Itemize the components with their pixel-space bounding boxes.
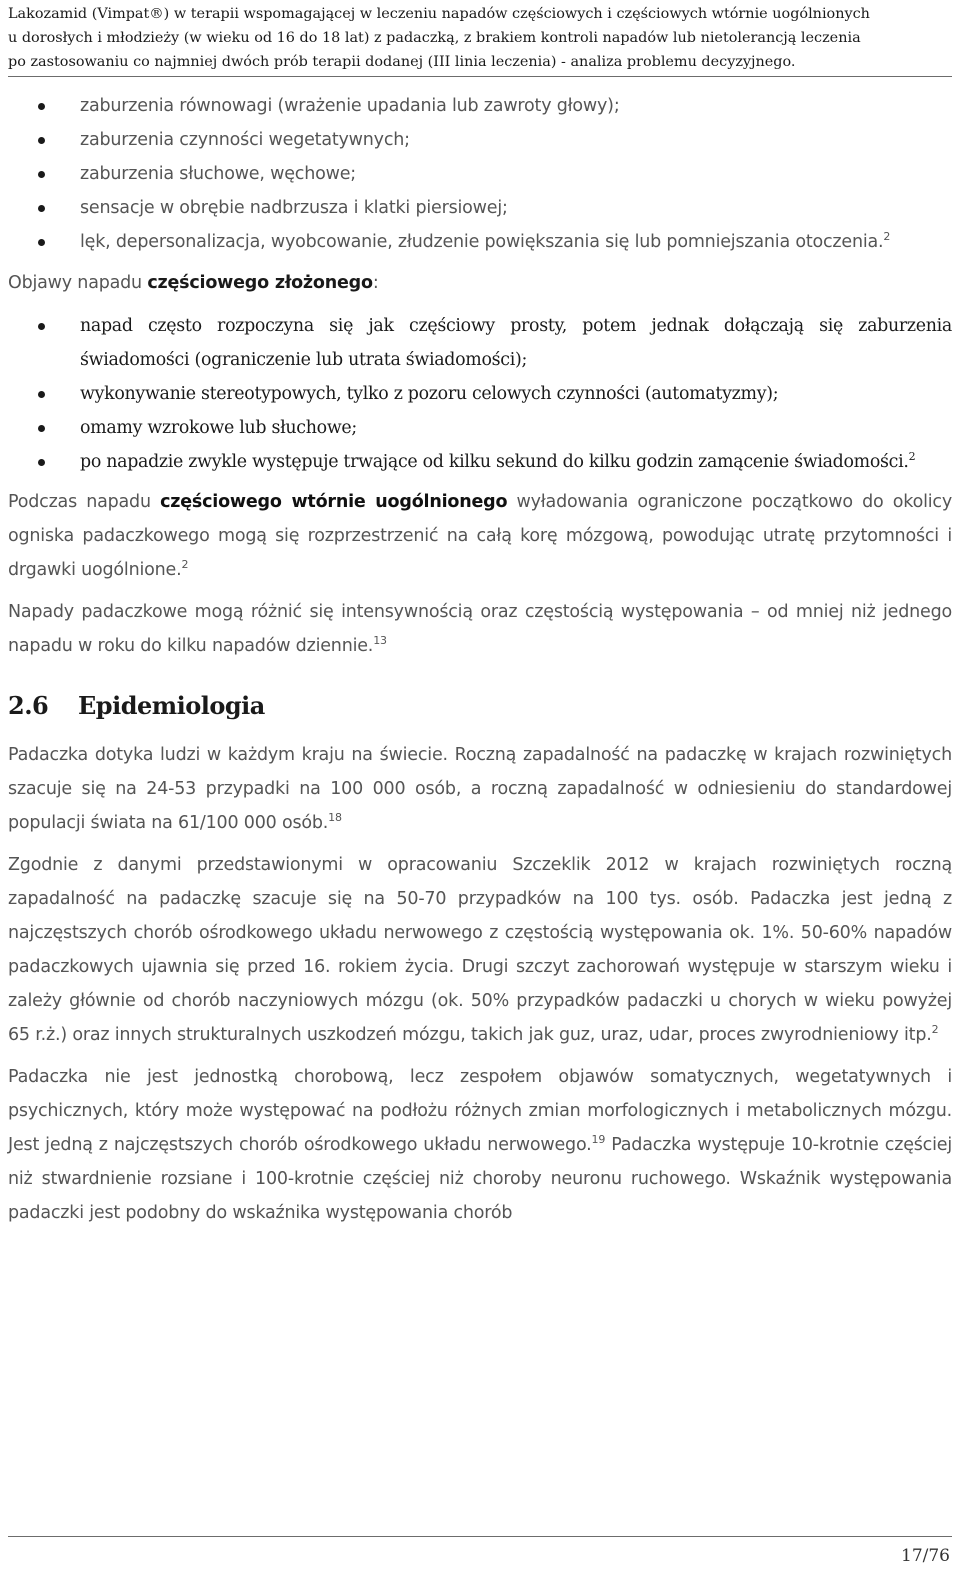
list-item-text: sensacje w obrębie nadbrzusza i klatki piersiowej; [80, 198, 508, 218]
list-item [8, 377, 952, 411]
reference-number: 13 [373, 634, 387, 647]
bullet-icon [38, 137, 45, 144]
section-title: Epidemiologia [78, 691, 265, 720]
reference-number: 19 [591, 1133, 606, 1146]
bullet-icon [38, 391, 45, 398]
header-line-1: Lakozamid (Vimpat®) w terapii wspomagającej w leczeniu napadów częściowych i częściowych wtórnie uogólnionych [8, 6, 870, 22]
page-content [8, 89, 952, 1230]
secondary-generalized-paragraph: Podczas napadu częściowego wtórnie uogólnionego wyładowania ograniczone początkowo do okolicy ogniska padaczkowego mogą się rozprzestrzenić na całą korę mózgową, powodując utratę przytomności i drgawki uogólnione.$^2$ [8, 492, 952, 580]
bullet-icon [38, 323, 45, 330]
section-heading [8, 691, 952, 720]
list-item [8, 411, 952, 445]
list-item-text: omamy wzrokowe lub słuchowe; [80, 418, 357, 438]
list-item-text: zaburzenia słuchowe, węchowe; [80, 164, 356, 184]
simple-symptoms-list [8, 89, 952, 259]
header-divider [8, 76, 952, 77]
list-item [8, 191, 952, 225]
frequency-paragraph: Napady padaczkowe mogą różnić się intensywnością oraz częstością występowania – od mniej niż jednego napadu w roku do kilku napadów dziennie.$^{13}$ [8, 602, 952, 656]
list-item [8, 225, 952, 259]
reference-number: 2 [883, 230, 891, 243]
bullet-icon [38, 103, 45, 110]
list-item-text: zaburzenia równowagi (wrażenie upadania lub zawroty głowy); [80, 96, 620, 116]
bullet-icon [38, 459, 45, 466]
complex-seizure-intro: Objawy napadu częściowego złożonego: [8, 273, 379, 293]
list-item-text: zaburzenia czynności wegetatywnych; [80, 130, 410, 150]
reference-number: 2 [931, 1023, 939, 1036]
bullet-icon [38, 205, 45, 212]
page-number: 17/76 [901, 1546, 950, 1566]
list-item [8, 157, 952, 191]
epidemiology-paragraph: Padaczka nie jest jednostką chorobową, lecz zespołem objawów somatycznych, wegetatywnych i psychicznych, który może występować na podłożu różnych zmian morfologicznych i metabolicznych mózgu. Jest jedną z najczęstszych chorób ośrodkowego układu nerwowego.$^{19}$ Padaczka występuje 10-krotnie częściej niż stwardnienie rozsiane i 100-krotnie częściej niż choroby neuronu ruchowego. Wskaźnik występowania padaczki jest podobny do wskaźnika występowania chorób [8, 1067, 952, 1223]
bold-term: częściowego wtórnie uogólnionego [160, 492, 508, 512]
list-item-text: lęk, depersonalizacja, wyobcowanie, złudzenie powiększania się lub pomniejszania otoczenia. [80, 232, 884, 252]
reference-number: 2 [908, 450, 916, 463]
reference-number: 2 [181, 558, 189, 571]
reference-number: 18 [328, 811, 342, 824]
list-item-text: po napadzie zwykle występuje trwające od kilku sekund do kilku godzin zamącenie świadomości. [80, 452, 909, 472]
list-item [8, 89, 952, 123]
footer-divider [8, 1536, 952, 1537]
header-line-2: u dorosłych i młodzieży (w wieku od 16 do 18 lat) z padaczką, z brakiem kontroli napadów lub nietolerancją leczenia [8, 30, 861, 46]
complex-symptoms-list [8, 309, 952, 479]
epidemiology-paragraph: Padaczka dotyka ludzi w każdym kraju na świecie. Roczną zapadalność na padaczkę w krajach rozwiniętych szacuje się na 24-53 przypadki na 100 000 osób, a roczną zapadalność w odniesieniu do standardowej populacji świata na 61/100 000 osób.$^{18}$ [8, 745, 952, 833]
bullet-icon [38, 425, 45, 432]
header-line-3: po zastosowaniu co najmniej dwóch prób terapii dodanej (III linia leczenia) - analiza problemu decyzyjnego. [8, 54, 796, 70]
bullet-icon [38, 239, 45, 246]
list-item-text: napad często rozpoczyna się jak częściowy prosty, potem jednak dołączają się zaburzenia świadomości (ograniczenie lub utrata świadomości); [80, 316, 952, 370]
section-number: 2.6 [8, 691, 49, 720]
bullet-icon [38, 171, 45, 178]
list-item [8, 309, 952, 377]
list-item [8, 123, 952, 157]
bold-term: częściowego złożonego [147, 273, 373, 293]
list-item [8, 445, 952, 479]
running-header [8, 2, 952, 74]
list-item-text: wykonywanie stereotypowych, tylko z pozoru celowych czynności (automatyzmy); [80, 384, 779, 404]
epidemiology-paragraph: Zgodnie z danymi przedstawionymi w opracowaniu Szczeklik 2012 w krajach rozwiniętych roczną zapadalność na padaczkę szacuje się na 50-70 przypadków na 100 tys. osób. Padaczka jest jedną z najczęstszych chorób ośrodkowego układu nerwowego z częstością występowania ok. 1%. 50-60% napadów padaczkowych ujawnia się przed 16. rokiem życia. Drugi szczyt zachorowań występuje w starszym wieku i zależy głównie od chorób naczyniowych mózgu (ok. 50% przypadków padaczki u chorych w wieku powyżej 65 r.ż.) oraz innych strukturalnych uszkodzeń mózgu, takich jak guz, uraz, udar, proces zwyrodnieniowy itp.$^2$ [8, 855, 952, 1045]
